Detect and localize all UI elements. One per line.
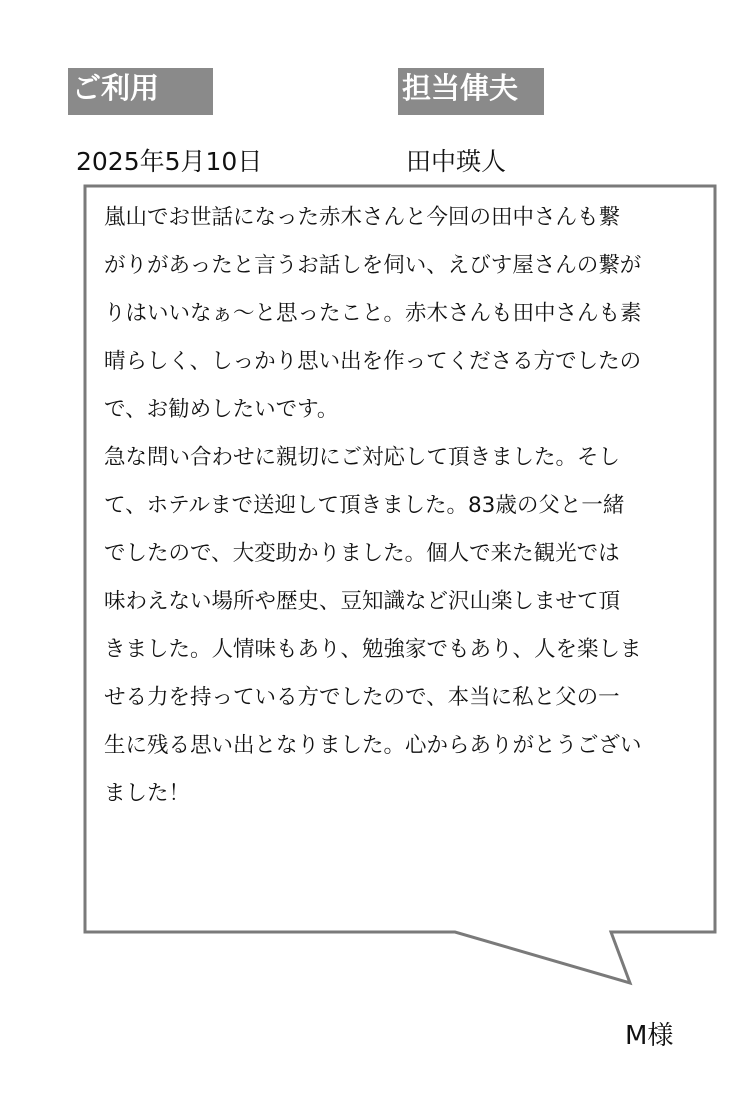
usage-date: 2025年5月10日 [76, 147, 263, 176]
customer-name: M様 [625, 1021, 674, 1051]
review-paragraph-2: 急な問い合わせに親切にご対応して頂きました。そし て、ホテルまで送迎して頂きました。83歳の父と一緒 でしたので、大変助かりました。個人で来た観光では 味わえない場所や歴史、豆知識など沢山楽しませて頂 きました。人情味もあり、勉強家でもあり、人を楽しま せる力を持っている方でしたので、本当に私と父の一 生に残る思い出となりました。心からありがとうござい ました！ [104, 445, 642, 806]
usage-label: ご利用 [68, 68, 213, 115]
staff-label: 担当俥夫 [398, 68, 544, 115]
review-text [104, 194, 724, 818]
review-paragraph-1: 嵐山でお世話になった赤木さんと今回の田中さんも繋 がりがあったと言うお話しを伺い、えびす屋さんの繋が りはいいなぁ〜と思ったこと。赤木さんも田中さんも素 晴らしく、しっかり思い出を作ってくださる方でしたの で、お勧めしたいです。 [104, 205, 642, 422]
staff-name: 田中瑛人 [406, 147, 507, 176]
